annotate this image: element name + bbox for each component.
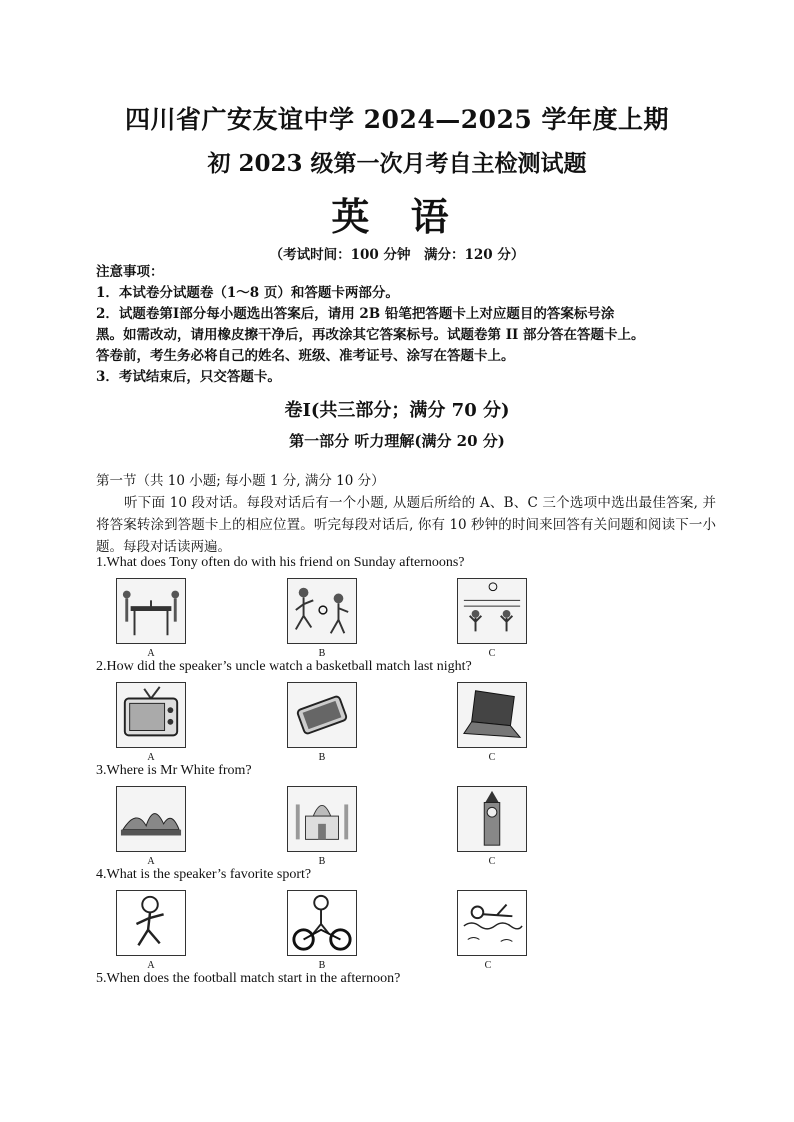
section-instructions: 听下面 10 段对话。每段对话后有一个小题, 从题后所给的 A、B、C 三个选项中选出最佳答案, 并将答案转涂到答题卡上的相应位置。听完每段对话后, 你有 10 秒钟的时间来回答有关问题和阅读下一小题。每段对话读两遍。 bbox=[96, 495, 716, 555]
option-label: B bbox=[318, 648, 326, 659]
option-label: C bbox=[484, 960, 492, 971]
volume-heading: 卷Ⅰ(共三部分；满分 70 分) bbox=[284, 400, 510, 421]
notes-item: 答卷前，考生务必将自己的姓名、班级、准考证号、涂写在答题卡上。 bbox=[96, 348, 515, 364]
subject-title: 英 语 bbox=[331, 194, 463, 239]
notes-item: 黑。如需改动，请用橡皮擦干净后，再改涂其它答案标号。试题卷第 II 部分答在答题卡上。 bbox=[96, 327, 645, 343]
option-label: C bbox=[488, 648, 496, 659]
section-1 bbox=[96, 470, 716, 558]
option-label: B bbox=[318, 752, 326, 763]
tv-icon bbox=[116, 682, 186, 748]
swimming-icon bbox=[457, 890, 527, 956]
question-3: 3.Where is Mr White from? bbox=[96, 763, 252, 778]
volleyball-icon bbox=[457, 578, 527, 644]
notes-item: 1．本试卷分试题卷（1～8 页）和答题卡两部分。 bbox=[96, 285, 399, 301]
part-heading: 第一部分 听力理解(满分 20 分) bbox=[289, 432, 505, 450]
soccer-icon bbox=[287, 578, 357, 644]
notes bbox=[96, 262, 716, 388]
notes-item: 2．试题卷第Ⅰ部分每小题选出答案后，请用 2B 铅笔把答题卡上对应题目的答案标号涂 bbox=[96, 306, 615, 322]
question-2: 2.How did the speaker’s uncle watch a basketball match last night? bbox=[96, 659, 472, 674]
option-label: B bbox=[318, 856, 326, 867]
exam-title-line2: 初 2023 级第一次月考自主检测试题 bbox=[207, 150, 587, 177]
notes-item: 3．考试结束后，只交答题卡。 bbox=[96, 369, 281, 385]
running-icon bbox=[116, 890, 186, 956]
section-heading: 第一节（共 10 小题; 每小题 1 分, 满分 10 分） bbox=[96, 473, 385, 489]
table-tennis-icon bbox=[116, 578, 186, 644]
option-label: A bbox=[147, 752, 155, 763]
cycling-icon bbox=[287, 890, 357, 956]
option-label: A bbox=[147, 648, 155, 659]
opera-house-icon bbox=[116, 786, 186, 852]
big-ben-icon bbox=[457, 786, 527, 852]
option-label: C bbox=[488, 856, 496, 867]
question-4: 4.What is the speaker’s favorite sport? bbox=[96, 867, 312, 882]
option-label: A bbox=[147, 856, 155, 867]
option-label: B bbox=[318, 960, 326, 971]
question-5: 5.When does the football match start in the afternoon? bbox=[96, 971, 401, 986]
notes-heading: 注意事项： bbox=[96, 264, 164, 280]
option-label: A bbox=[147, 960, 155, 971]
exam-info: （考试时间：100 分钟 满分：120 分） bbox=[269, 247, 525, 263]
laptop-icon bbox=[457, 682, 527, 748]
exam-title-line1: 四川省广安友谊中学 2024—2025 学年度上期 bbox=[124, 105, 670, 134]
option-label: C bbox=[488, 752, 496, 763]
taj-mahal-icon bbox=[287, 786, 357, 852]
phone-icon bbox=[287, 682, 357, 748]
question-1: 1.What does Tony often do with his friend on Sunday afternoons? bbox=[96, 555, 465, 570]
